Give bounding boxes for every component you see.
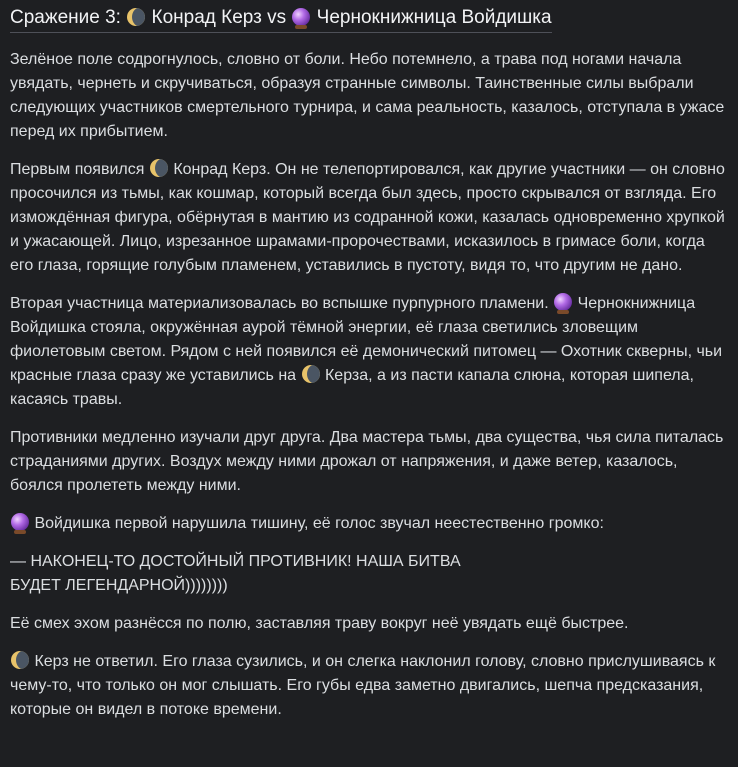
paragraph-text: Конрад Керз. Он не телепортировался, как другие участники — он словно просочился из тьмы, как кошмар, который всегда был здесь, просто скрывался от взгляда. Его измождённая фигура, обёрнутая в мантию из содранной кожи, казалась одновременно хрупкой и ужасающей. Лицо, изрезанное шрамами-пророчествами, исказилось в гримасе боли, когда его глаза, горящие голубым пламенем, уставились в пустоту, видя то, что другим не дано. bbox=[10, 161, 725, 274]
paragraph-battle-cry bbox=[10, 550, 728, 598]
paragraph-voidishka-arrival bbox=[10, 292, 728, 412]
paragraph-laughter: Её смех эхом разнёсся по полю, заставляя траву вокруг неё увядать ещё быстрее. bbox=[10, 615, 629, 632]
crescent-moon-icon bbox=[150, 159, 168, 177]
paragraph-kerz-silence bbox=[10, 650, 728, 722]
crystal-ball-icon bbox=[11, 513, 29, 531]
battle-title bbox=[10, 6, 552, 33]
crystal-ball-icon bbox=[292, 8, 310, 26]
paragraph-text: Вторая участница материализовалась во вспышке пурпурного пламени. bbox=[10, 295, 549, 312]
paragraph-text: Керза, а из пасти капала слюна, которая шипела, касаясь травы. bbox=[10, 367, 694, 408]
paragraph-text: Керз не ответил. Его глаза сузились, и он слегка наклонил голову, словно прислушиваясь к чему-то, что только он мог слышать. Его губы едва заметно двигались, шепча предсказания, которые он видел в потоке времени. bbox=[10, 653, 716, 718]
paragraph-voidishka-speaks bbox=[10, 512, 728, 536]
paragraph-kerz-arrival bbox=[10, 158, 728, 278]
battle-cry-line1: — НАКОНЕЦ-ТО ДОСТОЙНЫЙ ПРОТИВНИК! НАША БИТВА bbox=[10, 553, 461, 570]
crescent-moon-icon bbox=[11, 651, 29, 669]
crescent-moon-icon bbox=[127, 8, 145, 26]
crescent-moon-icon bbox=[302, 365, 320, 383]
title-vs: vs bbox=[267, 7, 287, 28]
title-fighter1: Конрад Керз bbox=[151, 7, 262, 28]
paragraph-text: Первым появился bbox=[10, 161, 145, 178]
paragraph-intro: Зелёное поле содрогнулось, словно от боли. Небо потемнело, а трава под ногами начала увядать, чернеть и скручиваться, образуя странные символы. Таинственные силы выбрали следующих участников смертельного турнира, и сама реальность, казалось, отступала в ужасе перед их прибытием. bbox=[10, 51, 725, 140]
paragraph-text: Чернокнижница Войдишка стояла, окружённая аурой тёмной энергии, её глаза светились зловещим фиолетовым светом. Рядом с ней появился её демонический питомец — Охотник скверны, чьи красные глаза сразу же уставились на bbox=[10, 295, 723, 384]
paragraph-text: Войдишка первой нарушила тишину, её голос звучал неестественно громко: bbox=[34, 515, 604, 532]
title-fighter2: Чернокнижница Войдишка bbox=[316, 7, 552, 28]
paragraph-standoff: Противники медленно изучали друг друга. Два мастера тьмы, два существа, чья сила питалась страданиями других. Воздух между ними дрожал от напряжения, и даже ветер, казалось, боялся пролететь между ними. bbox=[10, 429, 724, 494]
title-prefix: Сражение 3: bbox=[10, 7, 121, 28]
crystal-ball-icon bbox=[554, 293, 572, 311]
battle-cry-line2: БУДЕТ ЛЕГЕНДАРНОЙ)))))))) bbox=[10, 577, 228, 594]
